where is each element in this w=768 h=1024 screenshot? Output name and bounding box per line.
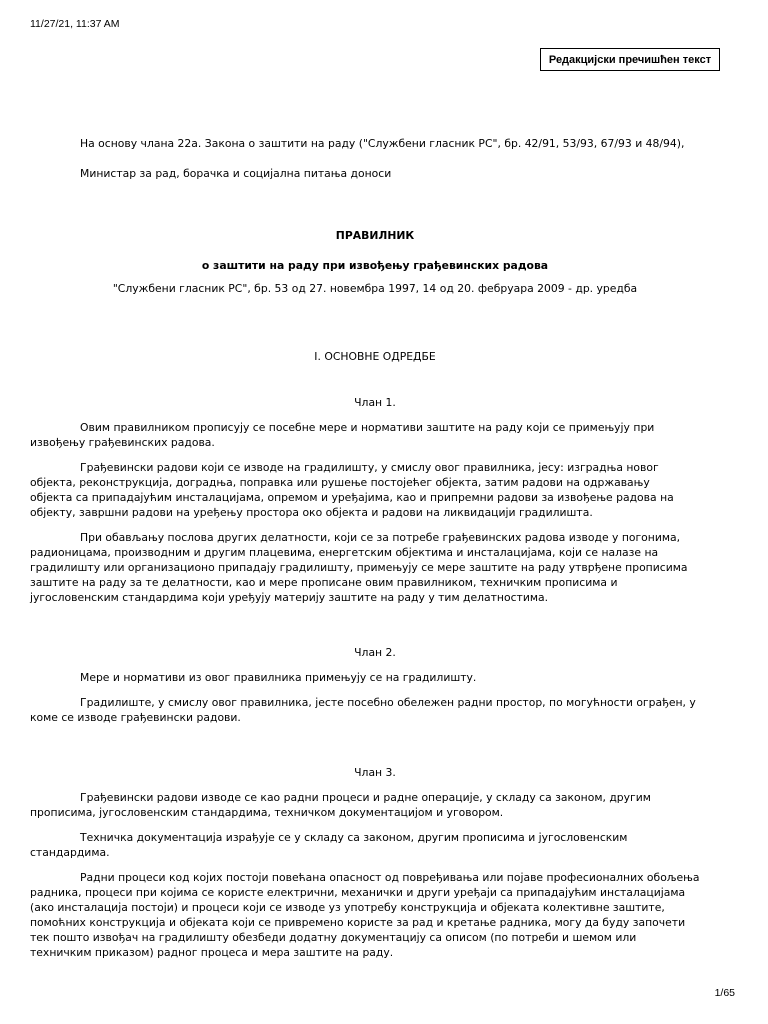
paragraph	[30, 530, 720, 605]
paragraph	[30, 695, 720, 725]
paragraph	[30, 790, 720, 820]
gazette-reference: "Службени гласник РС", бр. 53 од 27. новембра 1997, 14 од 20. фебруара 2009 - др. уредба	[112, 282, 638, 295]
print-timestamp: 11/27/21, 11:37 AM	[30, 18, 120, 30]
article-heading: Члан 2.	[354, 646, 396, 659]
paragraph-line: радионицама, производним и другим плацевима, енергетским објектима и инсталацијама, који се налазе на	[30, 546, 659, 559]
paragraph-line: помоћних конструкција и објеката који се привремено користе за рад и кретање радника, могу да буду започети	[30, 916, 686, 929]
paragraph-line: стандардима.	[30, 846, 110, 859]
edition-label: Редакцијски пречишћен текст	[548, 53, 712, 66]
paragraph-line: радника, процеси при којима се користе електрични, механички и други уређаји са припадајућим инсталацијама	[30, 886, 686, 899]
article-heading: Члан 1.	[354, 396, 396, 409]
document-title: ПРАВИЛНИК	[335, 229, 415, 242]
paragraph-line: тек пошто извођач на градилишту обезбеди додатну документацију са описом (по потреби и шемом или	[30, 931, 637, 944]
paragraph-line: Градилиште, у смислу овог правилника, јесте посебно обележен радни простор, по могућности ограђен, у	[80, 696, 696, 709]
page-number: 1/65	[714, 987, 735, 999]
paragraph-line: коме се изводе грађевински радови.	[30, 711, 241, 724]
intro-basis: На основу члана 22а. Закона о заштити на раду ("Службени гласник РС", бр. 42/91, 53/93, 67/93 и 48/94),	[80, 137, 685, 150]
intro-issuer: Министар за рад, борачка и социјална питања доноси	[80, 167, 392, 180]
paragraph-line: објекту, завршни радови на уређењу простора око објекта и радови на ликвидацији градилишта.	[30, 506, 593, 519]
paragraph	[30, 670, 720, 685]
paragraph-line: прописима, југословенским стандардима, техничком документацијом и уговором.	[30, 806, 504, 819]
paragraph-line: Грађевински радови изводе се као радни процеси и радне операције, у складу са законом, другим	[80, 791, 651, 804]
paragraph-line: Грађевински радови који се изводе на градилишту, у смислу овог правилника, јесу: изградња новог	[80, 461, 659, 474]
paragraph	[30, 420, 720, 450]
paragraph-line: објекта, реконструкција, доградња, поправка или рушење постојећег објекта, затим радови на одржавању	[30, 476, 650, 489]
paragraph-line: југословенским стандардима који уређују материју заштите на раду у тим делатностима.	[30, 591, 549, 604]
document-body	[30, 136, 720, 960]
paragraph-line: заштите на раду за те делатности, као и мере прописане овим правилником, техничким прописима и	[30, 576, 618, 589]
paragraph-line: Радни процеси код којих постоји повећана опасност од повређивања или појаве професионалних обољења	[80, 871, 700, 884]
paragraph	[30, 870, 720, 960]
paragraph-line: При обављању послова других делатности, који се за потребе грађевинских радова изводе у погонима,	[80, 531, 681, 544]
paragraph	[30, 460, 720, 520]
paragraph-line: Техничка документација израђује се у складу са законом, другим прописима и југословенским	[80, 831, 628, 844]
paragraph-line: (ако инсталација постоји) и процеси који се изводе уз употребу конструкција и објеката колективне заштите,	[30, 901, 665, 914]
paragraph-line: градилишту или организационо припадају градилишту, примењују се мере заштите на раду утврђене прописима	[30, 561, 688, 574]
paragraph	[30, 830, 720, 860]
article-heading: Члан 3.	[354, 766, 396, 779]
section-heading: I. ОСНОВНЕ ОДРЕДБЕ	[314, 350, 436, 363]
paragraph-line: техничким приказом) радног процеса и мера заштите на раду.	[30, 946, 394, 959]
edition-label-box	[540, 48, 720, 71]
paragraph-line: Овим правилником прописују се посебне мере и нормативи заштите на раду који се примењују при	[80, 421, 655, 434]
paragraph-line: објекта са припадајућим инсталацијама, опремом и уређајима, као и припремни радови за извођење радова на	[30, 491, 674, 504]
document-subtitle: о заштити на раду при извођењу грађевинских радова	[201, 259, 549, 272]
paragraph-line: Мере и нормативи из овог правилника примењују се на градилишту.	[80, 671, 477, 684]
paragraph-line: извођењу грађевинских радова.	[30, 436, 215, 449]
